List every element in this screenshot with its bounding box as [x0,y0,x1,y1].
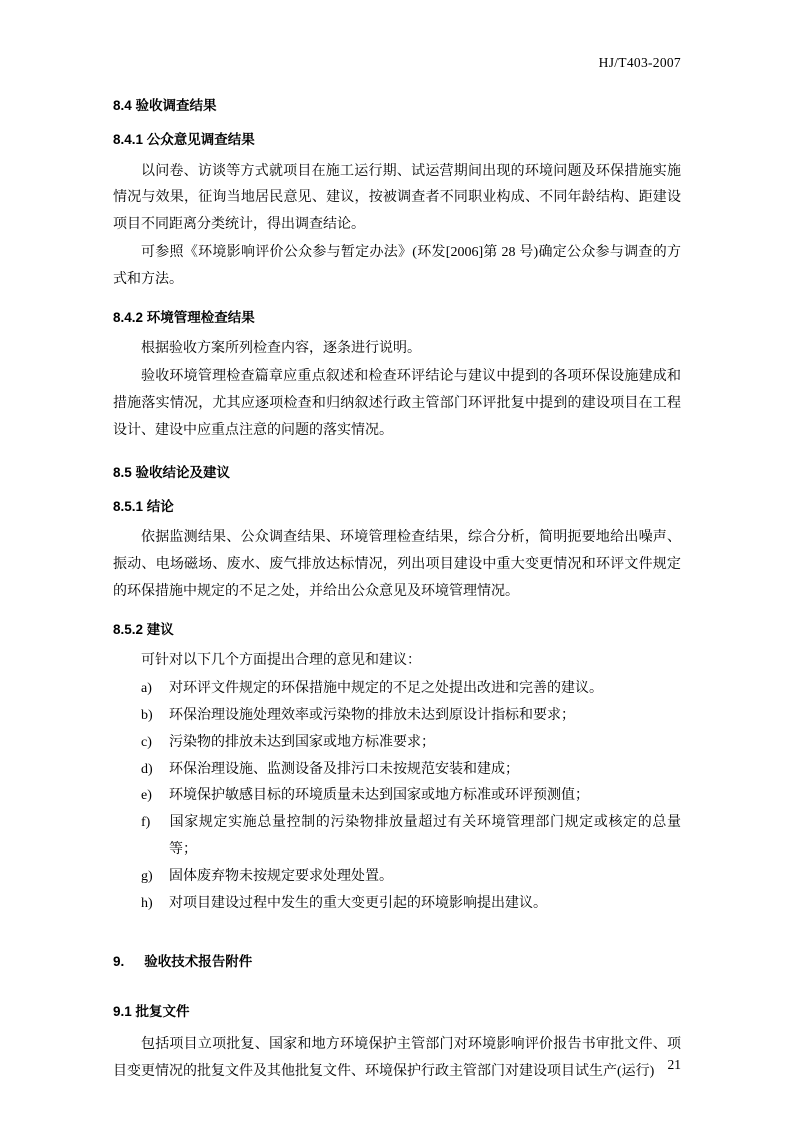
list-item [113,730,681,757]
paragraph-8-4-2-1: 根据验收方案所列检查内容，逐条进行说明。 [141,341,421,357]
paragraph-8-5-1-1: 依据监测结果、公众调查结果、环境管理检查结果，综合分析，简明扼要地给出噪声、振动、电场磁场、废水、废气排放达标情况，列出项目建设中重大变更情况和环评文件规定的环保措施中规定的不足之处，并给出公众意见及环境管理情况。 [113,530,681,599]
page-header-standard-code: HJ/T403-2007 [598,55,681,70]
list-item-text: 环保治理设施处理效率或污染物的排放未达到原设计指标和要求； [169,707,575,723]
paragraph-8-4-1-2: 可参照《环境影响评价公众参与暂定办法》(环发[2006]第 28 号)确定公众参与调查的方式和方法。 [113,245,681,287]
list-marker: b) [141,707,153,723]
heading-8-4-1: 8.4.1 公众意见调查结果 [113,132,255,148]
list-item [113,676,681,703]
document-body [113,96,681,1087]
list-item-text: 对环评文件规定的环保措施中规定的不足之处提出改进和完善的建议。 [169,680,603,696]
list-marker: c) [141,734,152,750]
heading-9-text: 验收技术报告附件 [144,953,253,969]
list-item-text: 环保治理设施、监测设备及排污口未按规范安装和建成； [169,761,519,777]
paragraph-8-4-2-2: 验收环境管理检查篇章应重点叙述和检查环评结论与建议中提到的各项环保设施建成和措施落实情况，尤其应逐项检查和归纳叙述行政主管部门环评批复中提到的建设项目在工程设计、建设中应重点注意的问题的落实情况。 [113,369,681,438]
list-item [113,757,681,784]
heading-8-5-2: 8.5.2 建议 [113,621,174,637]
list-item-text: 固体废弃物未按规定要求处理处置。 [169,869,393,884]
list-marker: e) [141,788,152,804]
recommendation-list [113,676,681,918]
paragraph-8-4-1-1: 以问卷、访谈等方式就项目在施工运行期、试运营期间出现的环境问题及环保措施实施情况与效果，征询当地居民意见、建议，按被调查者不同职业构成、不同年龄结构、距建设项目不同距离分类统计，得出调查结论。 [113,163,681,233]
list-marker: d) [141,761,153,777]
heading-8-4: 8.4 验收调查结果 [113,98,217,113]
list-item-text: 环境保护敏感目标的环境质量未达到国家或地方标准或环评预测值； [169,788,589,804]
list-item [113,810,681,864]
heading-9-number: 9. [113,953,125,969]
list-item [113,783,681,810]
heading-9 [113,952,681,972]
heading-9-1: 9.1 批复文件 [113,1004,190,1019]
list-marker: g) [141,869,153,884]
heading-8-5-1: 8.5.1 结论 [113,498,174,514]
list-item [113,703,681,730]
paragraph-9-1-1: 包括项目立项批复、国家和地方环境保护主管部门对环境影响评价报告书审批文件、项目变更情况的批复文件及其他批复文件、环境保护行政主管部门对建设项目试生产(运行) [113,1037,681,1080]
list-item [113,864,681,891]
list-item-text: 对项目建设过程中发生的重大变更引起的环境影响提出建议。 [169,895,547,911]
heading-8-4-2: 8.4.2 环境管理检查结果 [113,309,255,325]
list-marker: h) [141,895,153,911]
list-marker: a) [141,680,152,696]
list-item-text: 国家规定实施总量控制的污染物排放量超过有关环境管理部门规定或核定的总量等； [169,815,681,858]
list-marker: f) [141,815,151,831]
page-number: 21 [667,1057,681,1072]
list-item [113,891,681,918]
list-item-text: 污染物的排放未达到国家或地方标准要求； [169,734,435,750]
paragraph-8-5-2-1: 可针对以下几个方面提出合理的意见和建议： [141,653,421,668]
heading-8-5: 8.5 验收结论及建议 [113,464,231,480]
